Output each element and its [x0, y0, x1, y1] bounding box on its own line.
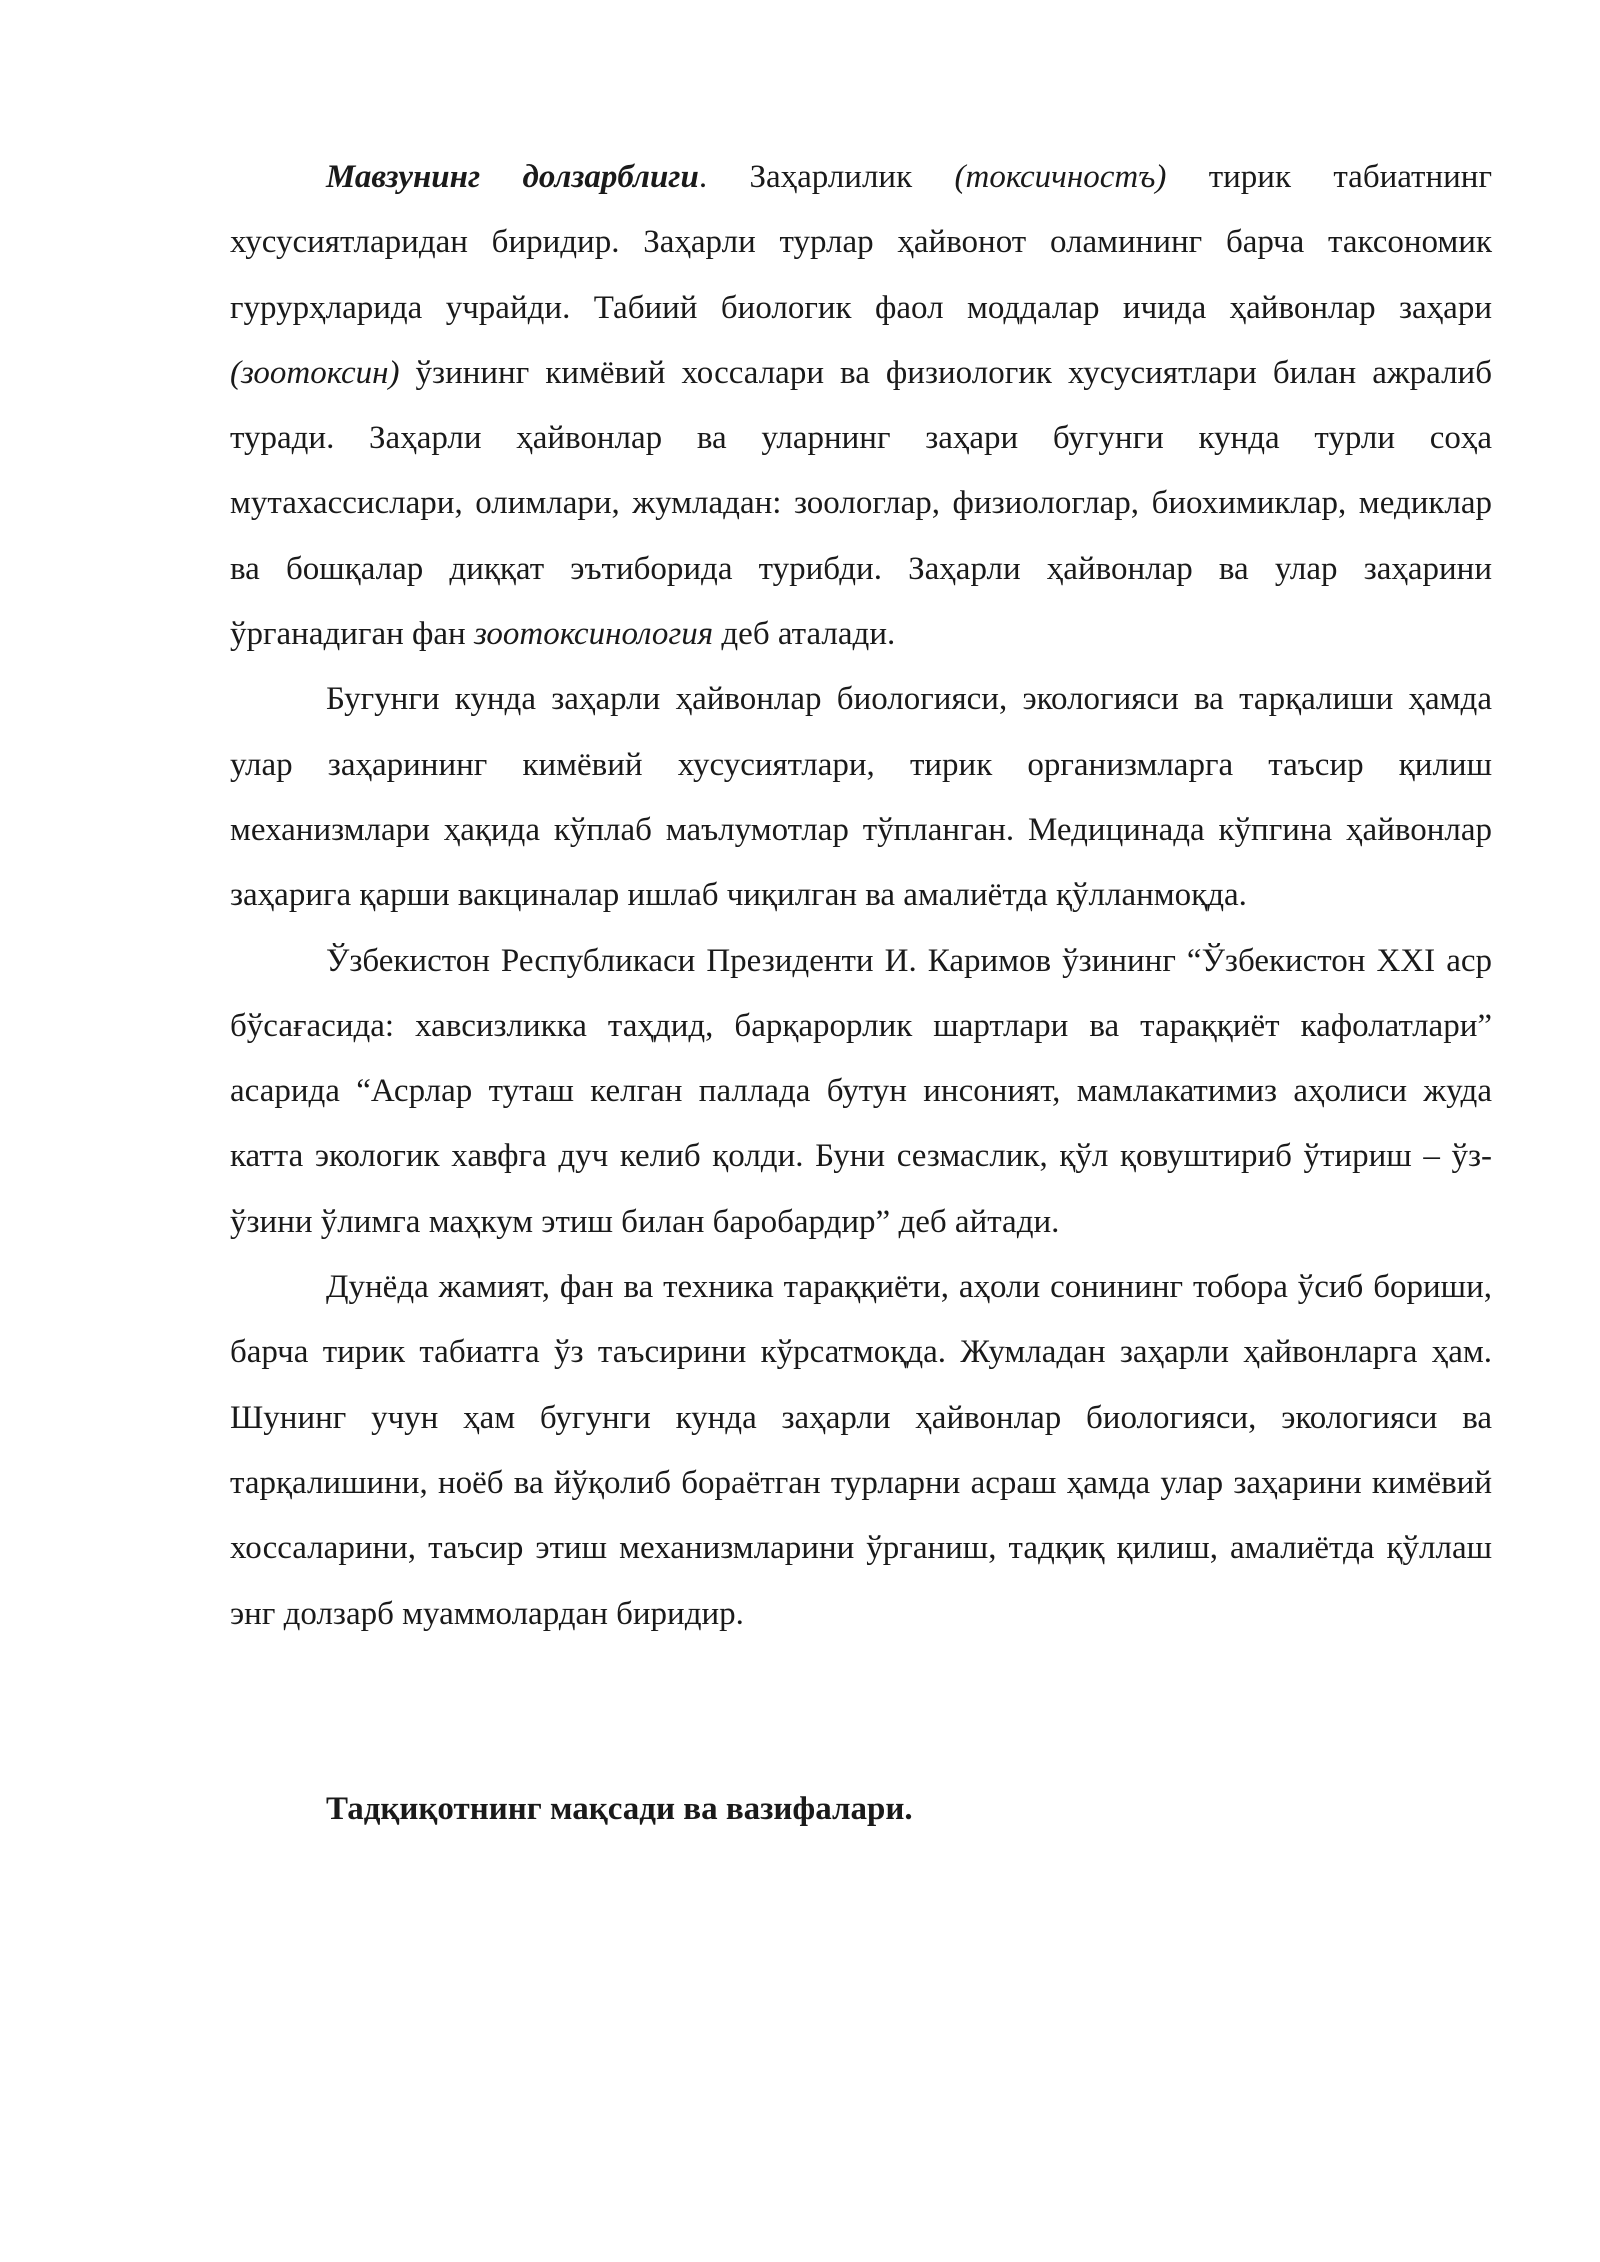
section-heading: Тадқиқотнинг мақсади ва вазифалари. [326, 1790, 913, 1827]
paragraph-knowledge [230, 667, 1492, 928]
paragraph-problem [230, 1255, 1492, 1647]
paragraph-quote [230, 929, 1492, 1255]
text-segment: деб аталади. [713, 616, 896, 653]
italic-term: (зоотоксин) [230, 354, 400, 391]
text-segment: . Заҳарлилик [698, 159, 955, 195]
italic-term: зоотоксинология [473, 616, 714, 653]
paragraph-relevance [230, 145, 1492, 667]
italic-term: (токсичностъ) [954, 159, 1167, 195]
text-segment: Дунёда жамият, фан ва техника тараққиёти, аҳоли сонининг тобора ўсиб бориши, барча тирик табиатга ўз таъсирини кўрсатмоқда. Жумладан заҳарли ҳайвонларга ҳам. Шунинг учун ҳам бугунги кунда заҳарли ҳайвонлар биологияси, экологияси ва тарқалишини, ноёб ва йўқолиб бораётган турларни асраш ҳамда улар заҳарини кимёвий хоссаларини, таъсир этиш механизмларини ўрганиш, тадқиқ қилиш, амалиётда қўллаш энг долзарб муаммолардан биридир. [230, 1269, 1492, 1632]
text-segment: тирик табиатнинг хусусиятларидан биридир. Заҳарли турлар ҳайвонот оламининг барча таксономик гурурҳларида учрайди. Табиий биологик фаол моддалар ичида ҳайвонлар заҳари [230, 159, 1492, 326]
paragraph-lead-term: Мавзунинг долзарблиги [326, 159, 699, 195]
text-segment: Ўзбекистон Республикаси Президенти И. Каримов ўзининг “Ўзбекистон XXI аср бўсағасида: хавсизликка таҳдид, барқарорлик шартлари ва тараққиёт кафолатлари” асарида “Асрлар туташ келган паллада бутун инсоният, мамлакатимиз аҳолиси жуда катта экологик хавфга дуч келиб қолди. Буни сезмаслик, қўл қовуштириб ўтириш – ўз-ўзини ўлимга маҳкум этиш билан баробардир” деб айтади. [230, 942, 1492, 1240]
text-segment: ўзининг кимёвий хоссалари ва физиологик хусусиятлари билан ажралиб туради. Заҳарли ҳайвонлар ва уларнинг заҳари бугунги кунда турли соҳа мутахассислари, олимлари, жумладан: зоологлар, физиологлар, биохимиклар, медиклар ва бошқалар диққат эътиборида турибди. Заҳарли ҳайвонлар ва улар заҳарини ўрганадиган фан [230, 354, 1492, 653]
text-segment: Бугунги кунда заҳарли ҳайвонлар биологияси, экологияси ва тарқалиши ҳамда улар заҳарининг кимёвий хусусиятлари, тирик организмларга таъсир қилиш механизмлари ҳақида кўплаб маълумотлар тўпланган. Медицинада кўпгина ҳайвонлар заҳарига қарши вакциналар ишлаб чиқилган ва амалиётда қўлланмоқда. [230, 681, 1492, 914]
document-body [230, 145, 1492, 1842]
section-spacer [230, 1647, 1492, 1777]
